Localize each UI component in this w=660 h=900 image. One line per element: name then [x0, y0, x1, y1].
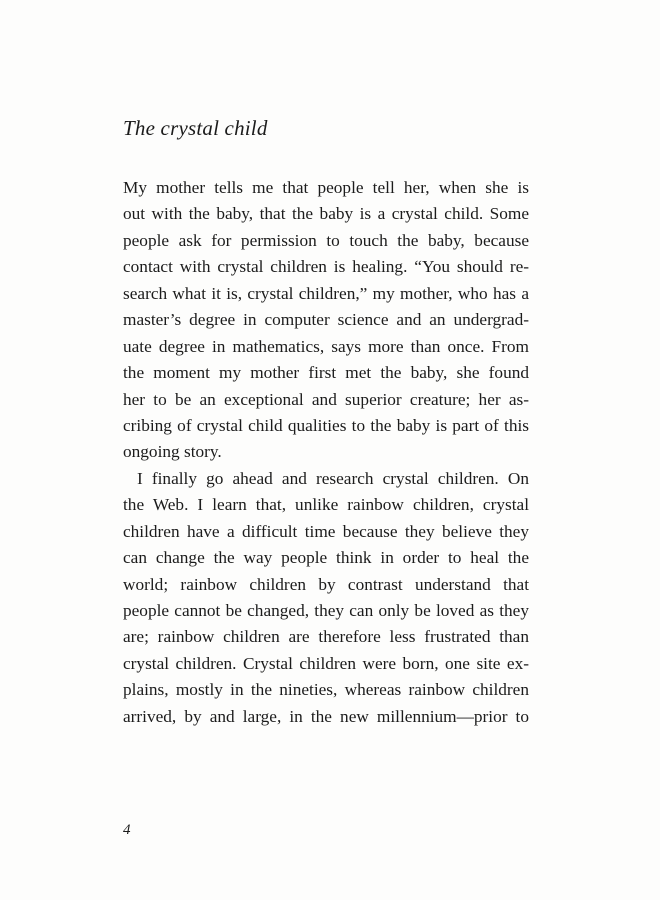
text-line: My mother tells me that people tell her, when she is [123, 178, 529, 197]
text-line: can change the way people think in order to heal the [123, 548, 529, 568]
text-line: world; rainbow children by contrast understand that [123, 574, 529, 594]
text-line: her to be an exceptional and superior creature; her as- [123, 389, 529, 409]
text-line: arrived, by and large, in the new millennium—prior to [123, 706, 529, 726]
text-line: out with the baby, that the baby is a crystal child. Some [123, 204, 529, 224]
paragraph-1 [123, 175, 529, 466]
body-text [123, 175, 529, 730]
text-line: cribing of crystal child qualities to the baby is part of this [123, 415, 529, 435]
text-line: search what it is, crystal children,” my mother, who has a [123, 283, 529, 303]
text-line: ongoing story. [123, 442, 222, 462]
text-line: I finally go ahead and research crystal children. On [137, 468, 529, 488]
text-line: the Web. I learn that, unlike rainbow children, crystal [123, 495, 529, 515]
text-line: the moment my mother first met the baby, she found [123, 363, 529, 383]
text-line: crystal children. Crystal children were born, one site ex- [123, 653, 529, 673]
paragraph-2 [123, 466, 529, 730]
chapter-title: The crystal child [123, 116, 268, 140]
text-line: people cannot be changed, they can only be loved as they [123, 601, 529, 620]
text-line: children have a difficult time because they believe they [123, 521, 529, 541]
text-line: plains, mostly in the nineties, whereas rainbow children [123, 680, 529, 700]
text-line: are; rainbow children are therefore less frustrated than [123, 627, 529, 647]
text-line: uate degree in mathematics, says more than once. From [123, 336, 529, 356]
text-line: people ask for permission to touch the baby, because [123, 230, 529, 250]
page-number: 4 [123, 822, 131, 838]
text-line: contact with crystal children is healing. “You should re- [123, 257, 529, 277]
text-line: master’s degree in computer science and an undergrad- [123, 310, 529, 330]
